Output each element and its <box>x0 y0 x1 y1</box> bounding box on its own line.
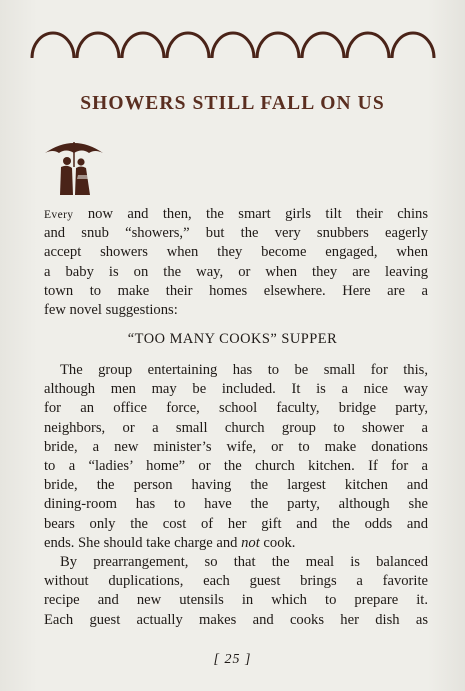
intro-line: Every now and then, the smart girls tilt their chins <box>44 206 428 222</box>
body-line: bride, a new minister’s wife, or to make donations <box>44 438 428 455</box>
intro-paragraph <box>44 205 428 320</box>
body-line-last: ends. She should take charge and not cook. <box>44 534 296 551</box>
section-paragraph-1 <box>44 361 428 553</box>
couple-under-umbrella-icon <box>43 137 105 199</box>
body-line: By prearrangement, so that the meal is balanced <box>60 554 428 570</box>
intro-line: few novel suggestions: <box>44 301 178 318</box>
section-paragraph-2 <box>44 553 428 630</box>
body-line: bride, the person having the largest kitchen and <box>44 477 428 494</box>
body-line: dining-room has to have the party, although she <box>44 496 428 513</box>
body-line: recipe and new utensils in which to prepare it. <box>44 592 428 609</box>
page-title: SHOWERS STILL FALL ON US <box>80 93 385 114</box>
scalloped-arch-border <box>30 22 437 62</box>
body-line: for an office force, school faculty, bridge party, <box>44 400 428 417</box>
section-heading: “TOO MANY COOKS” SUPPER <box>127 331 338 347</box>
lead-small-caps: Every <box>44 209 74 221</box>
emphasis-text: not <box>241 534 260 551</box>
body-line: neighbors, or a small church group to shower a <box>44 419 428 436</box>
intro-line: accept showers when they become engaged, when <box>44 244 428 261</box>
intro-line: a baby is on the way, or when they are leaving <box>44 263 428 280</box>
body-line: without duplications, each guest brings a favorite <box>44 573 428 590</box>
page-number: [ 25 ] <box>213 652 252 667</box>
body-line: Each guest actually makes and cooks her dish as <box>44 611 428 628</box>
body-line: The group entertaining has to be small for this, <box>60 362 428 378</box>
body-line: to a “ladies’ home” or the church kitchen. If for a <box>44 457 428 474</box>
body-line: although men may be included. It is a nice way <box>44 381 428 398</box>
body-line: bears only the cost of her gift and the odds and <box>44 515 428 532</box>
intro-line: town to make their homes elsewhere. Here are a <box>44 282 428 299</box>
intro-line: and snub “showers,” but the very snubbers eagerly <box>44 225 428 242</box>
